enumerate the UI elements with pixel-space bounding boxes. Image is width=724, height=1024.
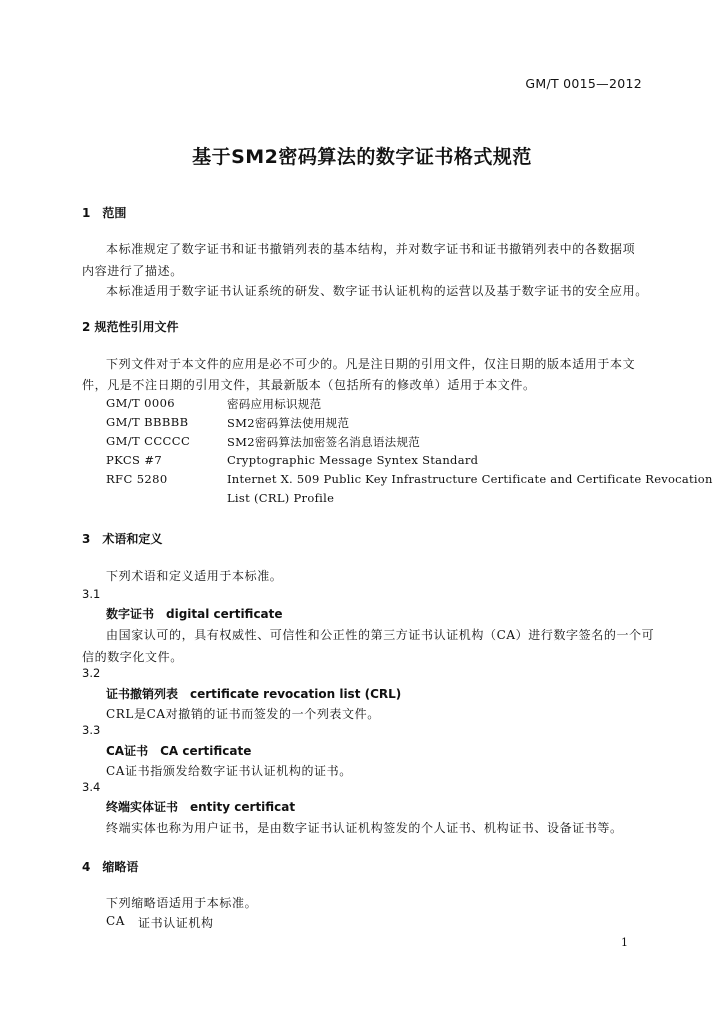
- document-title: 基于SM2密码算法的数字证书格式规范: [192, 146, 532, 168]
- reference-code: PKCS #7: [106, 453, 163, 467]
- term-definition: 由国家认可的，具有权威性、可信性和公正性的第三方证书认证机构（CA）进行数字签名的一个可: [106, 628, 655, 642]
- term-title: 终端实体证书 entity certificat: [106, 800, 296, 814]
- term-number: 3.3: [82, 723, 101, 737]
- section-1-heading: 1 范围: [82, 206, 127, 220]
- term-number: 3.1: [82, 587, 101, 601]
- section-4-intro: 下列缩略语适用于本标准。: [106, 896, 258, 910]
- page-number: 1: [621, 936, 628, 949]
- reference-title: Internet X. 509 Public Key Infrastructure Certificate and Certificate Revocation: [227, 472, 713, 486]
- abbreviation-meaning: 证书认证机构: [138, 916, 214, 930]
- section-3-heading: 3 术语和定义: [82, 532, 163, 546]
- section-1-para-1: 本标准规定了数字证书和证书撤销列表的基本结构，并对数字证书和证书撤销列表中的各数据项: [106, 242, 636, 256]
- section-1-para-1-cont: 内容进行了描述。: [82, 264, 183, 278]
- term-number: 3.2: [82, 666, 101, 680]
- reference-code: RFC 5280: [106, 472, 168, 486]
- term-title: CA证书 CA certificate: [106, 744, 252, 758]
- reference-title: SM2密码算法使用规范: [227, 416, 350, 430]
- reference-title: 密码应用标识规范: [227, 397, 322, 411]
- term-definition: CRL是CA对撤销的证书而签发的一个列表文件。: [106, 707, 380, 721]
- section-2-heading: 2 规范性引用文件: [82, 320, 179, 334]
- reference-title-cont: List (CRL) Profile: [227, 491, 335, 505]
- term-definition: CA证书指颁发给数字证书认证机构的证书。: [106, 764, 352, 778]
- term-title: 证书撤销列表 certificate revocation list (CRL): [106, 687, 402, 701]
- reference-title: SM2密码算法加密签名消息语法规范: [227, 435, 421, 449]
- reference-code: GM/T CCCCC: [106, 434, 191, 448]
- standard-code: GM/T 0015—2012: [525, 76, 642, 91]
- section-2-para-1: 下列文件对于本文件的应用是必不可少的。凡是注日期的引用文件，仅注日期的版本适用于本文: [106, 357, 636, 371]
- term-title: 数字证书 digital certificate: [106, 607, 283, 621]
- section-2-para-1-cont: 件，凡是不注日期的引用文件，其最新版本（包括所有的修改单）适用于本文件。: [82, 378, 536, 392]
- reference-title: Cryptographic Message Syntex Standard: [227, 453, 479, 467]
- section-3-intro: 下列术语和定义适用于本标准。: [106, 569, 283, 583]
- term-number: 3.4: [82, 780, 101, 794]
- term-definition: 终端实体也称为用户证书，是由数字证书认证机构签发的个人证书、机构证书、设备证书等。: [106, 821, 623, 835]
- reference-code: GM/T 0006: [106, 396, 176, 410]
- section-4-heading: 4 缩略语: [82, 860, 139, 874]
- term-definition-cont: 信的数字化文件。: [82, 650, 183, 664]
- section-1-para-2: 本标准适用于数字证书认证系统的研发、数字证书认证机构的运营以及基于数字证书的安全应用。: [106, 284, 648, 298]
- reference-code: GM/T BBBBB: [106, 415, 189, 429]
- abbreviation-term: CA: [106, 914, 126, 928]
